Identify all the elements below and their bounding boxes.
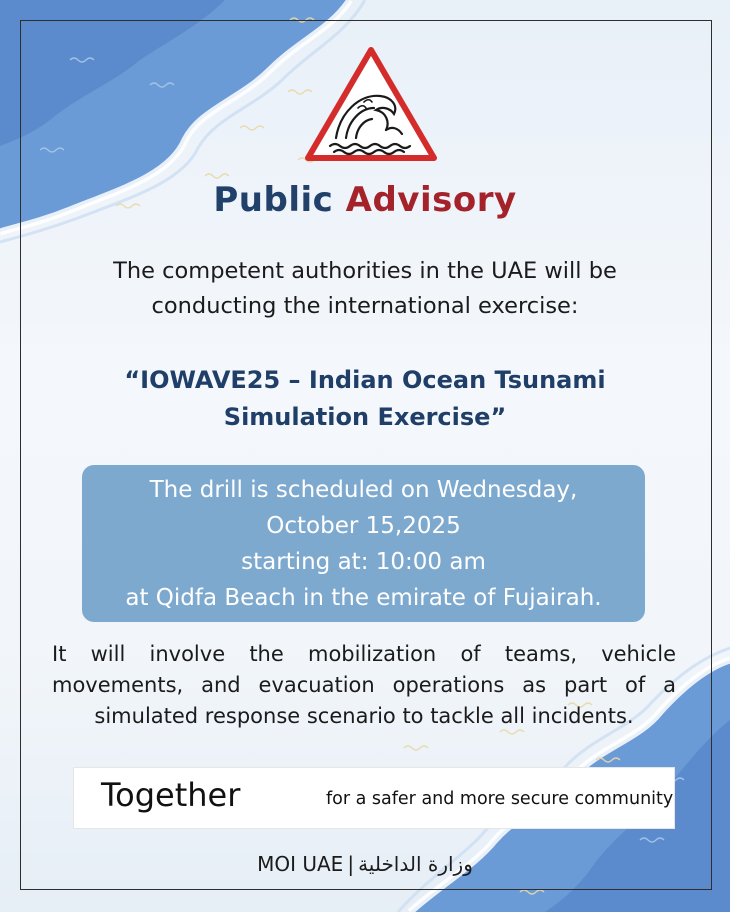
intro-line: conducting the international exercise:: [151, 293, 579, 319]
involvement-paragraph: [52, 639, 676, 732]
drill-location-line: at Qidfa Beach in the emirate of Fujairah.: [125, 584, 602, 611]
signature-separator: |: [347, 852, 355, 876]
signature-english: MOI UAE: [257, 852, 344, 876]
motto-banner: [74, 768, 674, 828]
exercise-name: [60, 362, 670, 436]
involvement-line: It will involve the mobilization of teams, vehicle: [52, 642, 676, 666]
title-public: Public: [213, 180, 334, 220]
drill-date-line: The drill is scheduled on Wednesday,: [149, 476, 578, 503]
advisory-title: [0, 180, 730, 220]
drill-date-line: October 15,2025: [266, 512, 461, 539]
involvement-line: movements, and evacuation operations as part of a: [52, 673, 676, 697]
intro-line: The competent authorities in the UAE will be: [113, 258, 617, 284]
title-advisory: Advisory: [345, 180, 517, 220]
motto-text: for a safer and more secure community: [326, 789, 674, 809]
tsunami-warning-sign-icon: [302, 42, 440, 166]
motto-together: Together: [101, 776, 241, 814]
moi-signature: [0, 852, 730, 876]
exercise-name-line: “IOWAVE25 – Indian Ocean Tsunami: [124, 366, 606, 394]
intro-paragraph: [40, 254, 690, 324]
signature-arabic: وزارة الداخلية: [358, 852, 473, 876]
involvement-line: simulated response scenario to tackle all incidents.: [94, 704, 634, 728]
drill-details-box: [82, 465, 645, 622]
drill-time-line: starting at: 10:00 am: [241, 548, 486, 575]
exercise-name-line: Simulation Exercise”: [223, 403, 507, 431]
